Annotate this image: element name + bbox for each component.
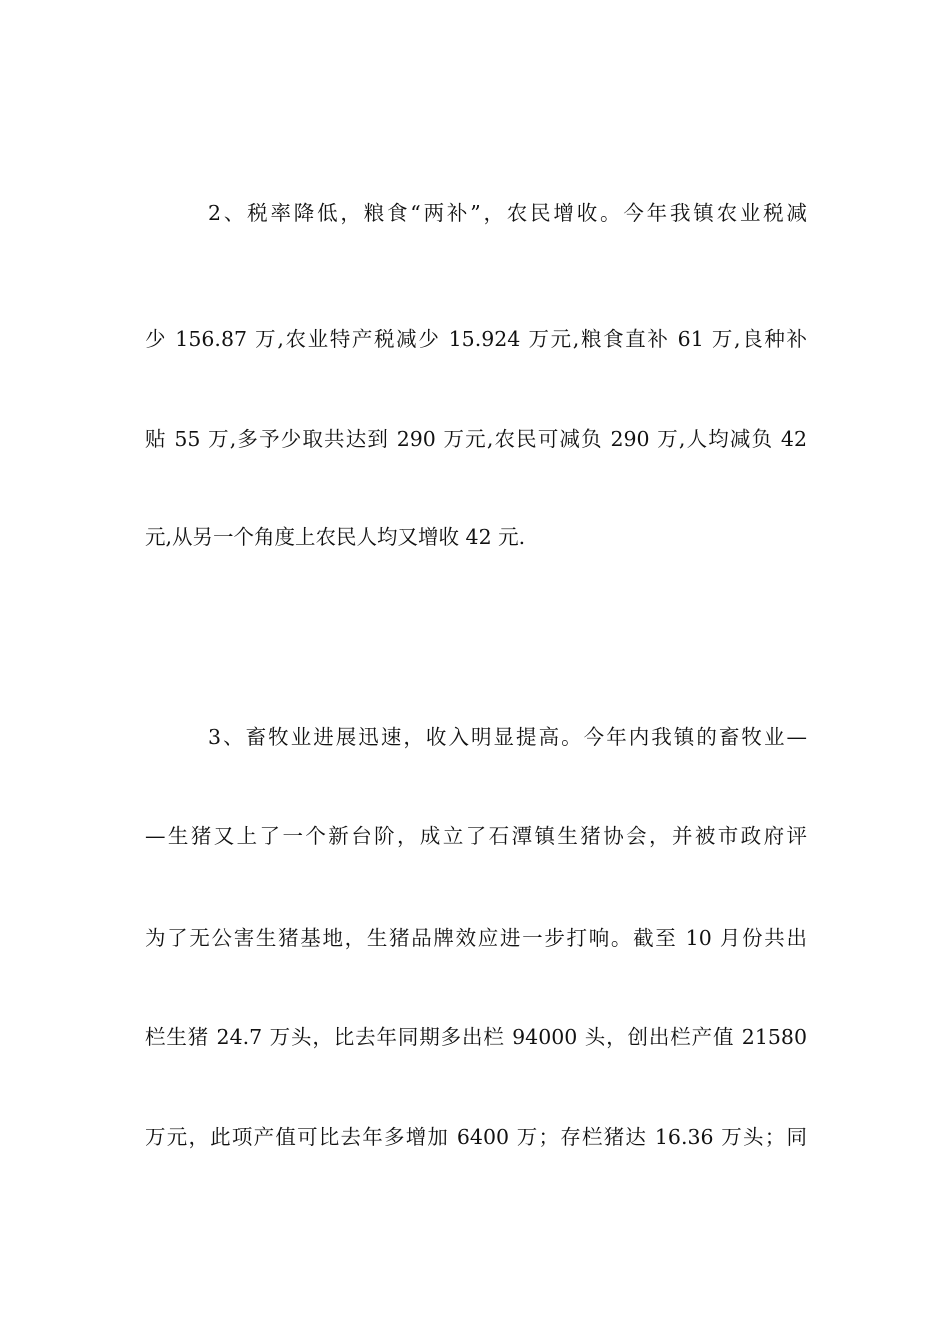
paragraph-1-line-1: 2、税率降低，粮食“两补”，农民增收。今年我镇农业税减 [208, 201, 807, 225]
paragraph-1-line-4: 元,从另一个角度上农民人均又增收 42 元. [145, 525, 526, 549]
paragraph-2-line-2: —生猪又上了一个新台阶，成立了石潭镇生猪协会，并被市政府评 [145, 824, 807, 848]
paragraph-2-line-1: 3、畜牧业进展迅速，收入明显提高。今年内我镇的畜牧业— [208, 725, 807, 749]
paragraph-2-line-3: 为了无公害生猪基地，生猪品牌效应进一步打响。截至 10 月份共出 [145, 926, 807, 950]
paragraph-1-line-2: 少 156.87 万,农业特产税减少 15.924 万元,粮食直补 61 万,良种补 [145, 327, 807, 351]
paragraph-2-line-4: 栏生猪 24.7 万头，比去年同期多出栏 94000 头，创出栏产值 21580 [145, 1025, 807, 1049]
paragraph-1-line-3: 贴 55 万,多予少取共达到 290 万元,农民可减负 290 万,人均减负 42 [145, 427, 807, 451]
paragraph-2-line-5: 万元，此项产值可比去年多增加 6400 万；存栏猪达 16.36 万头；同 [145, 1125, 807, 1149]
